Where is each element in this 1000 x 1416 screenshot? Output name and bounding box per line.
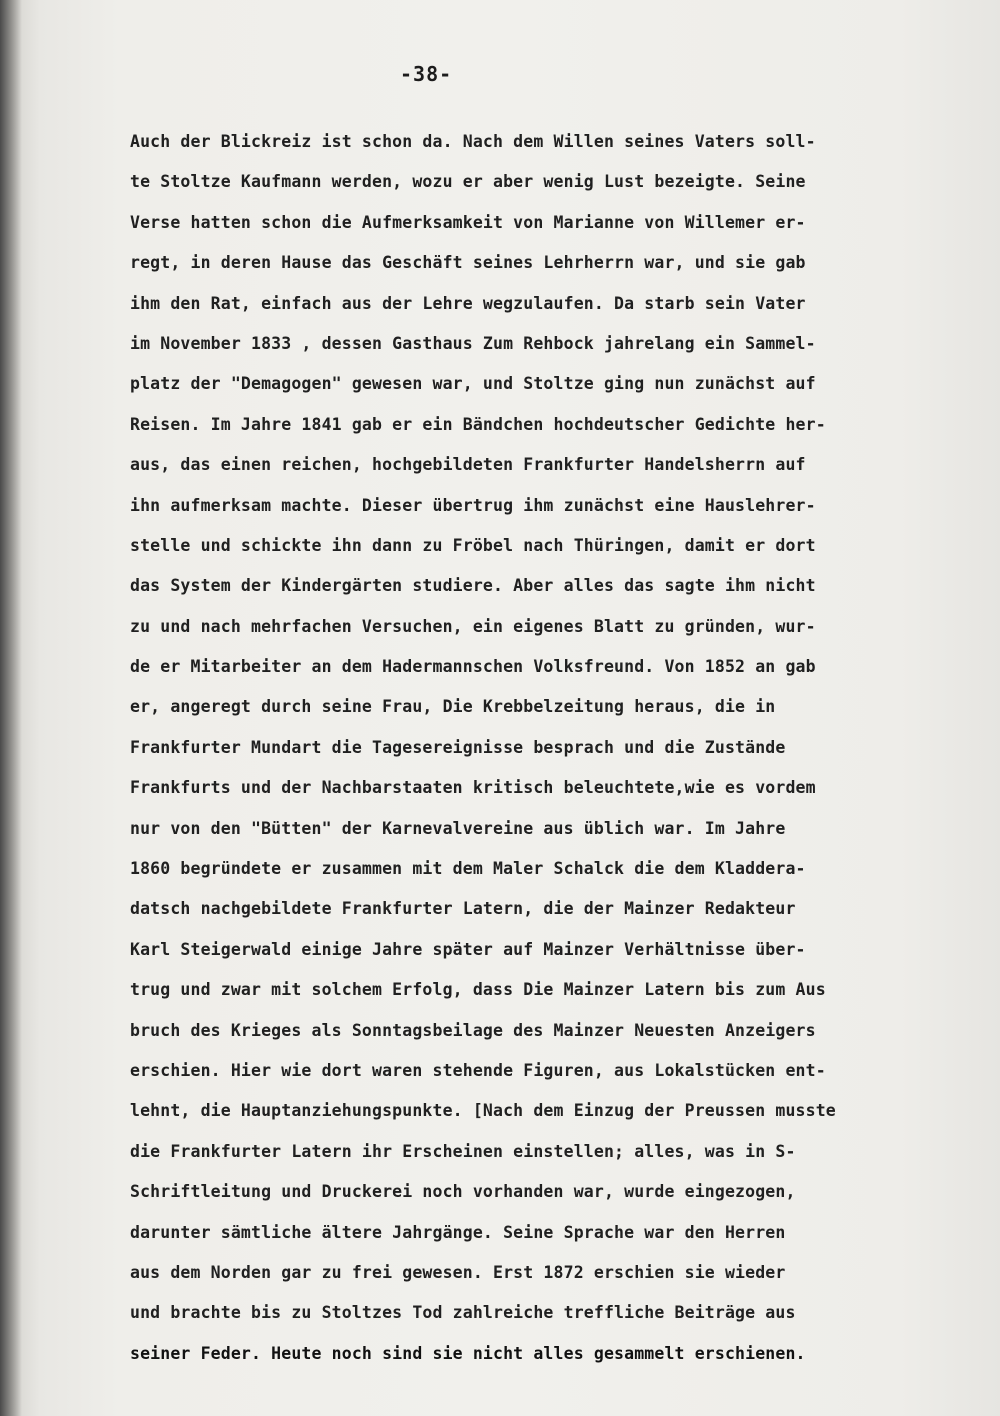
text-line: erschien. Hier wie dort waren stehende Figuren, aus Lokalstücken ent- (130, 1060, 826, 1080)
text-line: das System der Kindergärten studiere. Aber alles das sagte ihm nicht (130, 576, 816, 596)
text-line: darunter sämtliche ältere Jahrgänge. Seine Sprache war den Herren (130, 1222, 786, 1242)
text-line: ihn aufmerksam machte. Dieser übertrug ihm zunächst eine Hauslehrer- (130, 495, 816, 515)
text-line: platz der "Demagogen" gewesen war, und Stoltze ging nun zunächst auf (130, 374, 816, 394)
text-line: aus dem Norden gar zu frei gewesen. Erst 1872 erschien sie wieder (130, 1262, 786, 1282)
text-line: Schriftleitung und Druckerei noch vorhanden war, wurde eingezogen, (130, 1182, 796, 1202)
text-line: stelle und schickte ihn dann zu Fröbel nach Thüringen, damit er dort (130, 535, 816, 555)
text-line: nur von den "Bütten" der Karnevalvereine aus üblich war. Im Jahre (130, 818, 786, 838)
scan-edge-shadow (0, 0, 22, 1416)
text-line: zu und nach mehrfachen Versuchen, ein eigenes Blatt zu gründen, wur- (130, 616, 816, 636)
text-line: Frankfurts und der Nachbarstaaten kritisch beleuchtete,wie es vordem (130, 778, 816, 798)
text-line: im November 1833 , dessen Gasthaus Zum Rehbock jahrelang ein Sammel- (130, 333, 816, 353)
text-line: bruch des Krieges als Sonntagsbeilage des Mainzer Neuesten Anzeigers (130, 1020, 816, 1040)
text-line: lehnt, die Hauptanziehungspunkte. [Nach dem Einzug der Preussen musste (130, 1101, 836, 1121)
text-line: seiner Feder. Heute noch sind sie nicht alles gesammelt erschienen. (130, 1343, 806, 1363)
text-line: trug und zwar mit solchem Erfolg, dass Die Mainzer Latern bis zum Aus (130, 980, 826, 1000)
text-line: die Frankfurter Latern ihr Erscheinen einstellen; alles, was in S- (130, 1141, 796, 1161)
text-line: de er Mitarbeiter an dem Hadermannschen Volksfreund. Von 1852 an gab (130, 657, 816, 677)
text-line: er, angeregt durch seine Frau, Die Krebbelzeitung heraus, die in (130, 697, 776, 717)
text-line: Reisen. Im Jahre 1841 gab er ein Bändchen hochdeutscher Gedichte her- (130, 414, 826, 434)
text-line: und brachte bis zu Stoltzes Tod zahlreiche treffliche Beiträge aus (130, 1303, 796, 1323)
page-number: -38- (400, 62, 453, 86)
text-line: aus, das einen reichen, hochgebildeten Frankfurter Handelsherrn auf (130, 455, 806, 475)
text-line: datsch nachgebildete Frankfurter Latern, die der Mainzer Redakteur (130, 899, 796, 919)
text-line: Auch der Blickreiz ist schon da. Nach dem Willen seines Vaters soll- (130, 132, 816, 151)
text-line: regt, in deren Hause das Geschäft seines Lehrherrn war, und sie gab (130, 253, 806, 273)
text-line: Verse hatten schon die Aufmerksamkeit von Marianne von Willemer er- (130, 212, 806, 232)
body-text (130, 122, 970, 1374)
text-line: Karl Steigerwald einige Jahre später auf Mainzer Verhältnisse über- (130, 939, 806, 959)
text-line: Frankfurter Mundart die Tagesereignisse besprach und die Zustände (130, 737, 786, 757)
text-line: 1860 begründete er zusammen mit dem Maler Schalck die dem Kladdera- (130, 859, 806, 879)
text-line: te Stoltze Kaufmann werden, wozu er aber wenig Lust bezeigte. Seine (130, 172, 806, 192)
text-line: ihm den Rat, einfach aus der Lehre wegzulaufen. Da starb sein Vater (130, 293, 806, 313)
